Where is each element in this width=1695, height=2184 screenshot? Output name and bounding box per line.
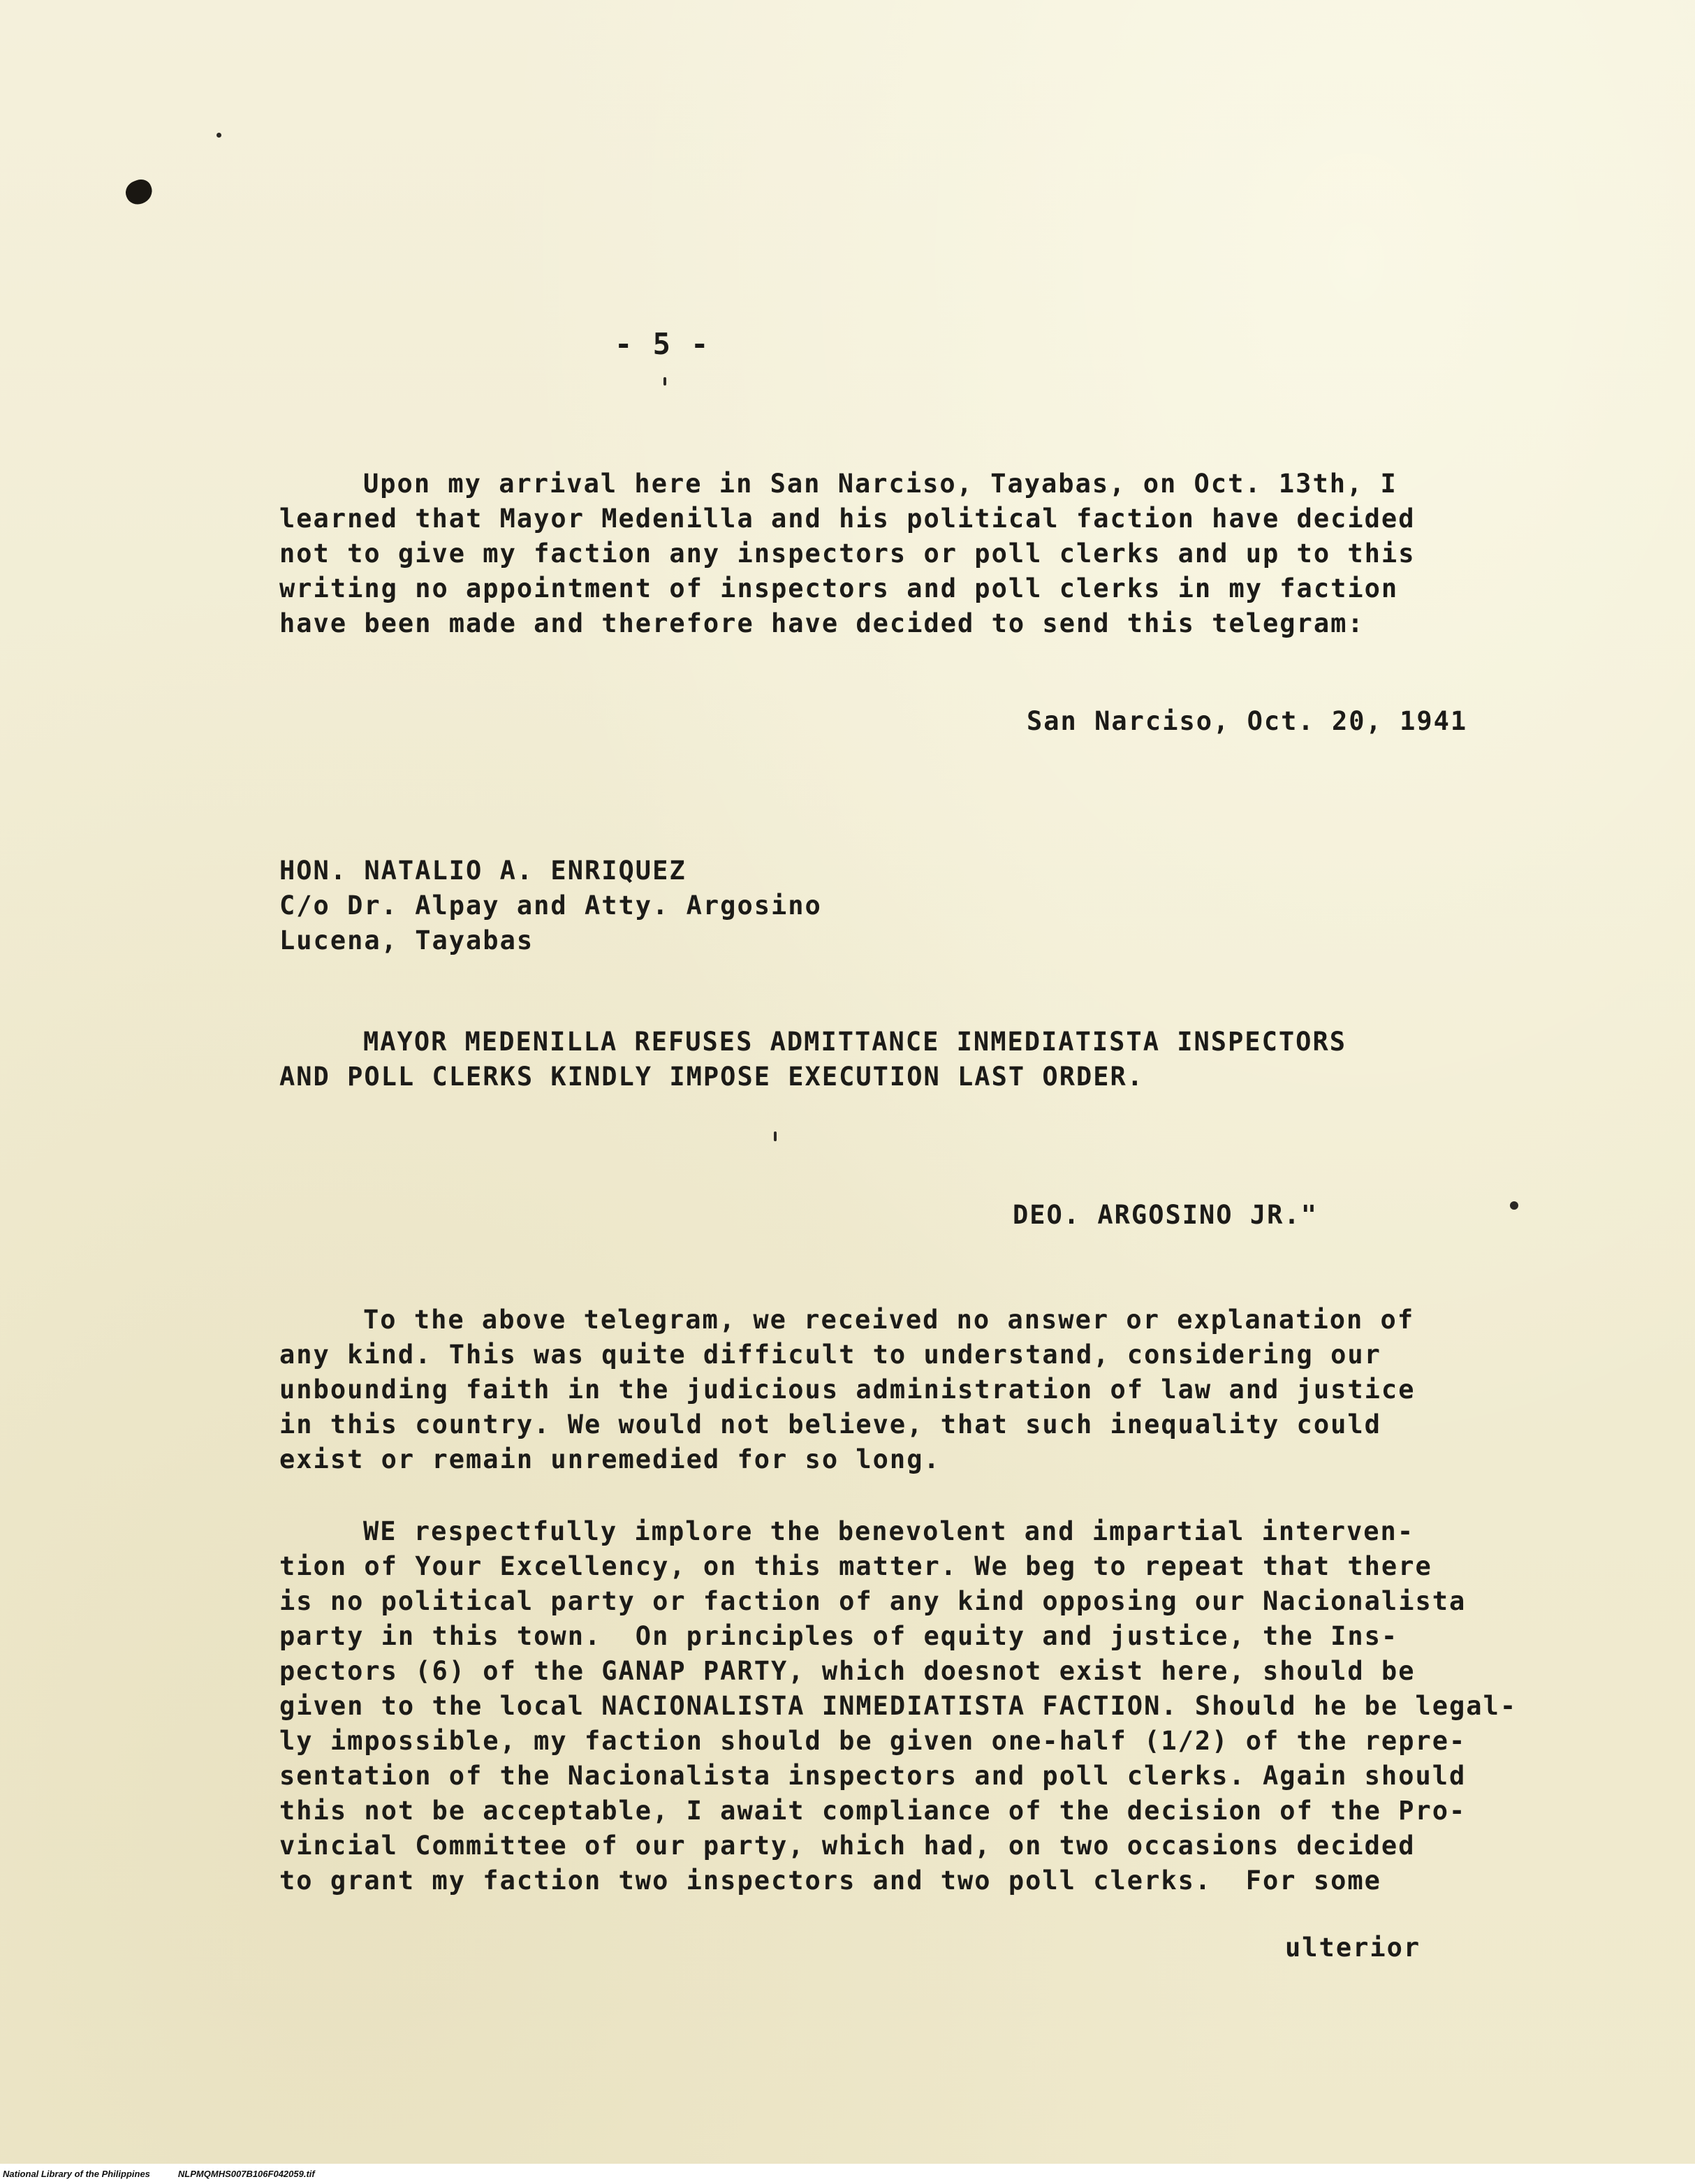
ink-speck — [217, 133, 221, 138]
ink-speck — [1510, 1201, 1518, 1210]
intro-line-3: not to give my faction any inspectors or poll clerks and up to this — [279, 538, 1416, 569]
addressee-location: Lucena, Tayabas — [279, 925, 534, 955]
archive-footer — [0, 2164, 1695, 2184]
appeal-line-4: party in this town. On principles of equity and justice, the Ins- — [279, 1621, 1399, 1651]
telegram-body-line-2: AND POLL CLERKS KINDLY IMPOSE EXECUTION LAST ORDER. — [279, 1062, 1145, 1092]
addressee-name: HON. NATALIO A. ENRIQUEZ — [279, 856, 687, 886]
addressee-care-of: C/o Dr. Alpay and Atty. Argosino — [279, 891, 822, 921]
appeal-line-9: this not be acceptable, I await compliance of the decision of the Pro- — [279, 1796, 1467, 1826]
telegram-signature: DEO. ARGOSINO JR." — [1013, 1200, 1318, 1230]
appeal-line-11: to grant my faction two inspectors and two poll clerks. For some — [279, 1866, 1381, 1896]
response-line-3: unbounding faith in the judicious administration of law and justice — [279, 1375, 1416, 1405]
appeal-line-5: pectors (6) of the GANAP PARTY, which doesnot exist here, should be — [279, 1656, 1416, 1686]
ink-speck — [663, 377, 666, 386]
telegram-body-line-1: MAYOR MEDENILLA REFUSES ADMITTANCE INMEDIATISTA INSPECTORS — [363, 1027, 1347, 1057]
intro-line-1: Upon my arrival here in San Narciso, Tayabas, on Oct. 13th, I — [363, 469, 1397, 499]
appeal-line-7: ly impossible, my faction should be given one-half (1/2) of the repre- — [279, 1726, 1467, 1756]
footer-library-name: National Library of the Philippines — [3, 2169, 150, 2179]
response-line-5: exist or remain unremedied for so long. — [279, 1444, 941, 1474]
intro-line-5: have been made and therefore have decided to send this telegram: — [279, 608, 1365, 638]
intro-line-2: learned that Mayor Medenilla and his political faction have decided — [279, 504, 1416, 534]
intro-line-4: writing no appointment of inspectors and poll clerks in my faction — [279, 573, 1399, 603]
punch-hole-mark — [122, 177, 155, 208]
appeal-line-3: is no political party or faction of any kind opposing our Nacionalista — [279, 1586, 1467, 1616]
continuation-catchword: ulterior — [1285, 1933, 1421, 1963]
response-line-1: To the above telegram, we received no answer or explanation of — [363, 1305, 1415, 1335]
appeal-line-6: given to the local NACIONALISTA INMEDIATISTA FACTION. Should he be legal- — [279, 1691, 1518, 1721]
appeal-line-1: WE respectfully implore the benevolent and impartial interven- — [363, 1516, 1415, 1546]
response-line-2: any kind. This was quite difficult to understand, considering our — [279, 1340, 1381, 1370]
page-number: - 5 - — [615, 327, 710, 361]
ink-speck — [774, 1131, 777, 1141]
footer-file-id: NLPMQMHS007B106F042059.tif — [177, 2169, 315, 2179]
appeal-line-2: tion of Your Excellency, on this matter. We beg to repeat that there — [279, 1551, 1432, 1581]
telegram-date: San Narciso, Oct. 20, 1941 — [1027, 706, 1468, 736]
appeal-line-8: sentation of the Nacionalista inspectors and poll clerks. Again should — [279, 1761, 1467, 1791]
response-line-4: in this country. We would not believe, that such inequality could — [279, 1409, 1381, 1439]
appeal-line-10: vincial Committee of our party, which had, on two occasions decided — [279, 1831, 1416, 1861]
